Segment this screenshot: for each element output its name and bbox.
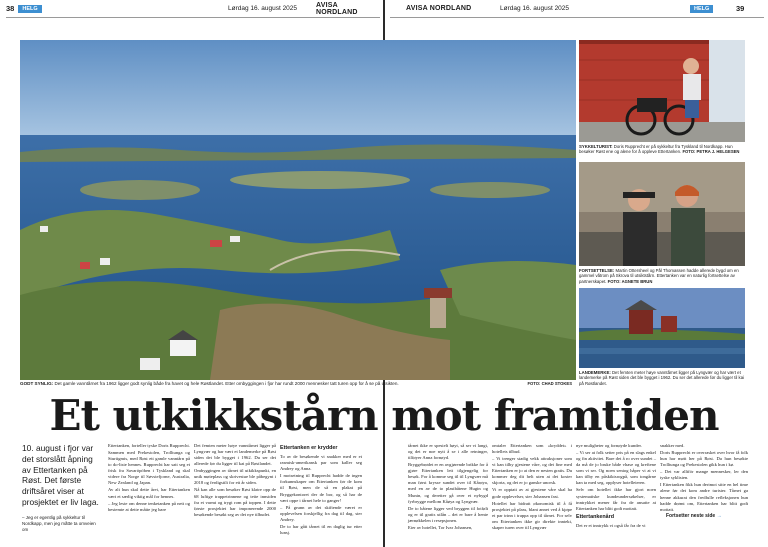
two-men-caption-label: FORTSETTELSE: [579, 268, 615, 273]
body-column-1 [108, 443, 190, 514]
left-page-number: 38 [6, 4, 15, 13]
right-page-number: 39 [736, 4, 745, 13]
water-tower-caption [579, 370, 745, 386]
paragraph: Det er et inntrykk vi også får fra de vi [576, 522, 646, 528]
cyclist-caption-text: Doris Rupprecht er på sykkeltur fra Tyskland til Nordkapp. Hun besøker Røst ene og alene for å oppleve Ettertanken. [579, 144, 733, 155]
paragraph: – Vi ser at folk setter pris på en slags enkel og fin aktivitet. Bare det å ro over sundet – da må de jo bruke både vhase og kreftene som vi ser. Og noen seniog håper vi at vi kan tilby en påskiktsrogpå, som tongårne kan ta med seg, opplyser hotelleieren. [576, 450, 656, 486]
continue-next-page-link[interactable] [666, 513, 722, 519]
right-section-tag[interactable]: HELG [690, 5, 713, 13]
paragraph: Sammen med Prekestolen, Trolltunga og Sturtigmis, med Røst ett gamle vanntårn på to do-liste hennes. Rupprecht har satt seg et frisk fra Savaröpöben i Tyskland og skal videre fra Norge til Søvstefjorne, Australia, New Zealand og Japan. [108, 450, 190, 486]
cyclist-photo-credit: FOTO: PETRA J. HELGESEN [682, 149, 740, 155]
cyclist-caption-label: SYKKELTURIST: [579, 144, 613, 149]
paragraph: De to båtene ligger ved bryggen til fotfølt og er til gratis utlån – det er bare å hente jærnøkkelen i resepsjonen. [408, 505, 488, 523]
article-lead: 10. august i fjor var det storslått åpning av Ettertanken på Røst. Det første driftsåret viser at prosjektet er liv laga. [22, 443, 99, 507]
paragraph: – Vi trenger stadig vekk attraksjoner som vi kan tilby gjestene våre, og det fine med Ettertanken er jo at den er nesten gratis. Du kommer deg dit helt uten at det koster skjorta, og det er jo ganske unorsk. [492, 456, 572, 486]
continue-label: Fortsetter neste side [666, 513, 716, 519]
paragraph: Hotellet har bidratt økonomisk til å få prosjektet på plass, blant annet ved å kjøpe et par trinn i trappa opp til tårnet. For selv om Ettertanken ikke gir direkte inntekt, skaper turen over til Lyngvær [492, 500, 572, 530]
left-header-date: Lørdag 16. august 2025 [228, 5, 298, 12]
paragraph: Det femten meter høye vanntårnet ligger på Lyngvær og har vært et landemerke på Røst siden det ble bygget i 1962. Du ser det allerede før du ligger til kai på Røstlandet. [194, 443, 276, 467]
body-column-4 [408, 443, 488, 532]
paragraph: snakker med. [660, 443, 685, 448]
two-men-caption-text: Martin Ottersheel og Pål Thomassen hadde allerede bygd om en gammel våtrom på Skrova til utsiktstårn. Ettertanken var en naturlig fortsettelse av partnerskapet. [579, 268, 739, 284]
paragraph: De to har gått tårnet til en daglig tur etter lunsj. [280, 523, 362, 535]
cyclist-photo[interactable] [579, 40, 745, 142]
body-column-6 [576, 443, 656, 530]
two-men-photo-credit: FOTO: AGNETE BRUN [607, 278, 653, 284]
paragraph: nye muligheter og fornøyde kunder. [576, 443, 642, 448]
water-tower-photo[interactable] [579, 288, 745, 368]
paragraph: To av de besøkende vi snakker med er et rasmisk-amerikansk par som kaller seg Andrey og Anna. [280, 454, 362, 472]
main-caption-text: Det gamle vanntårnet fra 1962 ligger godt synlig både fra havet og hele Røstlandet. Etter ombyggingen i fjor har rundt 2000 mennesker tatt turen opp for å se på utsikten. [54, 381, 399, 386]
body-column-5 [492, 443, 572, 532]
paragraph: Doris Rupprecht er overrasket over hvor få folk hun har møtt her på Røst. Da hun besøkte Trolltunga og Prekestolen gikk hun i kø. [660, 450, 748, 468]
body-column-7 [660, 443, 748, 514]
article-headline: Et utkikkstårn mot framtiden [49, 391, 719, 440]
body-column-2 [194, 443, 276, 519]
paragraph: Vi er opptatt av at gjestene våre skal ha gode opplevelser, sier Johansen fast. [492, 487, 572, 499]
main-caption-label: GODT SYNLIG: [20, 381, 54, 386]
left-header-brand: AVISA NORDLAND [316, 1, 358, 16]
cyclist-caption [579, 144, 745, 155]
main-photo-credit: FOTO: CHAD STOKES [527, 381, 572, 386]
right-header-brand: AVISA NORDLAND [406, 5, 472, 12]
water-tower-caption-label: LANDEMERKE: [579, 370, 611, 375]
main-aerial-photo[interactable] [20, 40, 576, 380]
paragraph: omtaler Ettertanken som «kryddet» i hotellets tilbud. [492, 443, 572, 455]
paragraph: – Jeg leste om denne tenketanken på nett og bestemte at dette måtte jeg bare [108, 500, 190, 512]
paragraph: I Ettertanken fikk hun derimot sitte en hel time alene før det kom andre turister. Tårnet ga henne akkurat den fredfulle refleksjonen hun hadde drømt om, Ettertanken har blitt godt mottatt. [660, 482, 748, 512]
right-page-header [390, 0, 764, 18]
paragraph: – På grunn av det skiftende været er opplevelsen forskjellig fra dag til dag, sier Andrey. [280, 504, 362, 522]
arrow-right-icon: → [716, 513, 722, 519]
paragraph: – Det var alltför mange mennesker, ler den tyske syklisten. [660, 469, 748, 481]
paragraph: Selv om hotellet ikke har gjort noen systematiske kundeundersøkelser, er inntrykket mener får fra de ansatte at Ettertanken har blitt godt mottatt. [576, 487, 656, 511]
left-section-tag[interactable]: HELG [18, 5, 41, 13]
paragraph: Av alt hun skal dette året, har Ettertanken vært et særlig viktig mål for hennes. [108, 487, 190, 499]
paragraph: Ettertanken, forteller tyske Doris Rupprecht. [108, 443, 190, 448]
paragraph: Nå kan alle som besøker Røst klatre opp de 68 luftige trappetrinnene og tette innsiden fra et varmt og trygt rom på toppen. I dette første prosjektet har imponerende 2000 besøkende besøkt seg av det nye tilbudet. [194, 487, 276, 517]
paragraph: tårnet ikke er spesielt høyt, så ser vi langt, og det er noe nytt å se i alle retninger, tilføyer Anna fornøyd. [408, 443, 488, 461]
subheading: Ettertanken er krydder [280, 445, 338, 451]
body-column-3 [280, 443, 362, 537]
paragraph: I motsetning til Rupprecht hadde de ingen forkunnskaper om Ettertanken før de kom til Røst, men de så en plakat på Bryggekontoret der de bor, og så har de vært oppe i tårnet hele to ganger! [280, 473, 362, 503]
article-intro: – Jeg er egentlig på sykkeltur til Nordkapp, men jeg måtte ta omveien om [22, 515, 96, 532]
paragraph: Bryggebrødet er en avgjørende brikke for å gjøre Ettertanken lett tilgjengelig for besøk. For å komme seg til til Lyngvær må man først krysse sundet over til Kårøya, med en av de to plastbåtene Hugin og Munin, og deretter gå over et nybygd fyrbrygge mellom Kåøya og Lyngvær. [408, 462, 488, 504]
subheading: Ettertankenård [576, 513, 615, 520]
paragraph: Eier av hotellet, Tor Ivar Johansen, [408, 524, 473, 530]
two-men-photo[interactable] [579, 162, 745, 266]
paragraph: Ombyggingen av tårnet til utkikkspunkt, en unik møteplass og skrivestue ble påbegynt i 2018 og ferdigstilt for ett år siden. [194, 468, 276, 486]
water-tower-caption-text: Det femten meter høye vanntårnet ligger på Lyngvær og har vært et landemerke på Røst siden det ble bygget i 1962. Du ser det allerede før du ligger til kai på Røstlandet. [579, 370, 745, 386]
right-header-date: Lørdag 16. august 2025 [500, 5, 570, 12]
main-photo-caption [20, 381, 576, 387]
two-men-caption [579, 268, 745, 284]
left-page-header [6, 0, 380, 18]
